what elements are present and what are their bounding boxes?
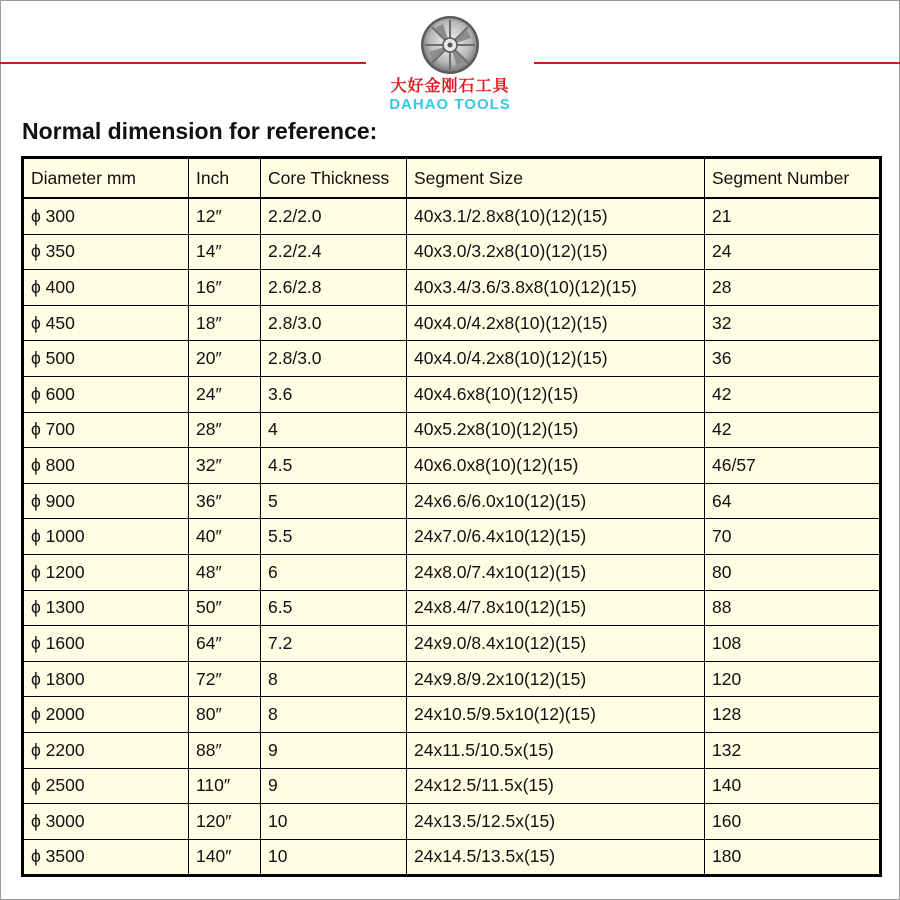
cell-diameter: ϕ 2500 bbox=[23, 768, 189, 804]
cell-segment-size: 24x8.4/7.8x10(12)(15) bbox=[407, 590, 705, 626]
cell-diameter: ϕ 1800 bbox=[23, 661, 189, 697]
table-body bbox=[23, 198, 881, 876]
table-row bbox=[23, 305, 881, 341]
table-row bbox=[23, 412, 881, 448]
cell-inch: 50″ bbox=[189, 590, 261, 626]
cell-core-thickness: 6.5 bbox=[261, 590, 407, 626]
table-row bbox=[23, 626, 881, 662]
page-heading: Normal dimension for reference: bbox=[22, 118, 378, 144]
cell-segment-number: 88 bbox=[705, 590, 881, 626]
table-row bbox=[23, 519, 881, 555]
cell-core-thickness: 4 bbox=[261, 412, 407, 448]
cell-segment-number: 64 bbox=[705, 483, 881, 519]
cell-diameter: ϕ 800 bbox=[23, 448, 189, 484]
cell-core-thickness: 7.2 bbox=[261, 626, 407, 662]
cell-segment-number: 24 bbox=[705, 234, 881, 270]
cell-inch: 72″ bbox=[189, 661, 261, 697]
table-row bbox=[23, 341, 881, 377]
cell-segment-number: 128 bbox=[705, 697, 881, 733]
cell-diameter: ϕ 1300 bbox=[23, 590, 189, 626]
cell-segment-size: 40x3.4/3.6/3.8x8(10)(12)(15) bbox=[407, 270, 705, 306]
cell-diameter: ϕ 900 bbox=[23, 483, 189, 519]
table-header-row bbox=[23, 158, 881, 199]
cell-core-thickness: 2.2/2.4 bbox=[261, 234, 407, 270]
cell-segment-number: 120 bbox=[705, 661, 881, 697]
header-inch: Inch bbox=[189, 158, 261, 199]
cell-core-thickness: 10 bbox=[261, 839, 407, 876]
cell-segment-number: 160 bbox=[705, 804, 881, 840]
cell-core-thickness: 8 bbox=[261, 697, 407, 733]
cell-segment-number: 108 bbox=[705, 626, 881, 662]
cell-diameter: ϕ 400 bbox=[23, 270, 189, 306]
cell-inch: 14″ bbox=[189, 234, 261, 270]
cell-diameter: ϕ 350 bbox=[23, 234, 189, 270]
header-core-thickness: Core Thickness bbox=[261, 158, 407, 199]
cell-segment-size: 24x13.5/12.5x(15) bbox=[407, 804, 705, 840]
cell-segment-number: 32 bbox=[705, 305, 881, 341]
cell-segment-number: 36 bbox=[705, 341, 881, 377]
cell-diameter: ϕ 600 bbox=[23, 376, 189, 412]
cell-segment-size: 24x11.5/10.5x(15) bbox=[407, 732, 705, 768]
cell-inch: 24″ bbox=[189, 376, 261, 412]
cell-segment-number: 42 bbox=[705, 412, 881, 448]
cell-diameter: ϕ 2000 bbox=[23, 697, 189, 733]
cell-diameter: ϕ 1600 bbox=[23, 626, 189, 662]
cell-core-thickness: 2.8/3.0 bbox=[261, 341, 407, 377]
cell-core-thickness: 2.8/3.0 bbox=[261, 305, 407, 341]
cell-segment-number: 21 bbox=[705, 198, 881, 234]
cell-inch: 36″ bbox=[189, 483, 261, 519]
cell-segment-size: 24x14.5/13.5x(15) bbox=[407, 839, 705, 876]
cell-inch: 40″ bbox=[189, 519, 261, 555]
header-segment-number: Segment Number bbox=[705, 158, 881, 199]
brand-name-english: DAHAO TOOLS bbox=[389, 96, 511, 113]
cell-segment-number: 132 bbox=[705, 732, 881, 768]
cell-diameter: ϕ 3500 bbox=[23, 839, 189, 876]
header-segment-size: Segment Size bbox=[407, 158, 705, 199]
table-row bbox=[23, 768, 881, 804]
cell-inch: 80″ bbox=[189, 697, 261, 733]
cell-inch: 12″ bbox=[189, 198, 261, 234]
table-row bbox=[23, 661, 881, 697]
cell-core-thickness: 8 bbox=[261, 661, 407, 697]
dimension-table bbox=[21, 156, 882, 877]
cell-diameter: ϕ 1200 bbox=[23, 554, 189, 590]
table-row bbox=[23, 198, 881, 234]
cell-segment-size: 40x6.0x8(10)(12)(15) bbox=[407, 448, 705, 484]
cell-diameter: ϕ 300 bbox=[23, 198, 189, 234]
cell-inch: 120″ bbox=[189, 804, 261, 840]
cell-segment-size: 40x5.2x8(10)(12)(15) bbox=[407, 412, 705, 448]
cell-segment-size: 24x6.6/6.0x10(12)(15) bbox=[407, 483, 705, 519]
cell-segment-size: 40x3.1/2.8x8(10)(12)(15) bbox=[407, 198, 705, 234]
table-row bbox=[23, 483, 881, 519]
cell-inch: 18″ bbox=[189, 305, 261, 341]
cell-core-thickness: 10 bbox=[261, 804, 407, 840]
cell-segment-number: 46/57 bbox=[705, 448, 881, 484]
cell-inch: 28″ bbox=[189, 412, 261, 448]
cell-core-thickness: 2.6/2.8 bbox=[261, 270, 407, 306]
cell-core-thickness: 3.6 bbox=[261, 376, 407, 412]
header-diameter: Diameter mm bbox=[23, 158, 189, 199]
table-row bbox=[23, 234, 881, 270]
table-row bbox=[23, 697, 881, 733]
cell-diameter: ϕ 2200 bbox=[23, 732, 189, 768]
cell-diameter: ϕ 3000 bbox=[23, 804, 189, 840]
cell-segment-size: 40x4.0/4.2x8(10)(12)(15) bbox=[407, 341, 705, 377]
header-rule-right bbox=[534, 62, 900, 64]
table-row bbox=[23, 732, 881, 768]
cell-segment-size: 24x12.5/11.5x(15) bbox=[407, 768, 705, 804]
cell-segment-number: 42 bbox=[705, 376, 881, 412]
cell-diameter: ϕ 450 bbox=[23, 305, 189, 341]
cell-core-thickness: 5 bbox=[261, 483, 407, 519]
cell-core-thickness: 6 bbox=[261, 554, 407, 590]
cell-core-thickness: 9 bbox=[261, 732, 407, 768]
cell-segment-number: 28 bbox=[705, 270, 881, 306]
cell-diameter: ϕ 1000 bbox=[23, 519, 189, 555]
cell-segment-size: 24x8.0/7.4x10(12)(15) bbox=[407, 554, 705, 590]
cell-inch: 64″ bbox=[189, 626, 261, 662]
table-row bbox=[23, 804, 881, 840]
cell-inch: 32″ bbox=[189, 448, 261, 484]
cell-segment-size: 40x4.6x8(10)(12)(15) bbox=[407, 376, 705, 412]
cell-inch: 16″ bbox=[189, 270, 261, 306]
cell-inch: 140″ bbox=[189, 839, 261, 876]
cell-segment-number: 140 bbox=[705, 768, 881, 804]
table-row bbox=[23, 554, 881, 590]
cell-core-thickness: 5.5 bbox=[261, 519, 407, 555]
cell-inch: 20″ bbox=[189, 341, 261, 377]
cell-inch: 110″ bbox=[189, 768, 261, 804]
cell-segment-number: 180 bbox=[705, 839, 881, 876]
cell-core-thickness: 4.5 bbox=[261, 448, 407, 484]
cell-segment-size: 24x7.0/6.4x10(12)(15) bbox=[407, 519, 705, 555]
cell-inch: 48″ bbox=[189, 554, 261, 590]
table-row bbox=[23, 376, 881, 412]
table-row bbox=[23, 590, 881, 626]
table-row bbox=[23, 270, 881, 306]
table-row bbox=[23, 448, 881, 484]
diamond-saw-blade-icon bbox=[415, 14, 485, 76]
cell-segment-size: 24x9.8/9.2x10(12)(15) bbox=[407, 661, 705, 697]
cell-segment-number: 80 bbox=[705, 554, 881, 590]
header-rule-left bbox=[0, 62, 366, 64]
table-row bbox=[23, 839, 881, 876]
brand-name-chinese: 大好金刚石工具 bbox=[390, 76, 510, 95]
cell-segment-size: 40x3.0/3.2x8(10)(12)(15) bbox=[407, 234, 705, 270]
cell-diameter: ϕ 700 bbox=[23, 412, 189, 448]
cell-segment-size: 24x10.5/9.5x10(12)(15) bbox=[407, 697, 705, 733]
cell-segment-number: 70 bbox=[705, 519, 881, 555]
cell-diameter: ϕ 500 bbox=[23, 341, 189, 377]
cell-inch: 88″ bbox=[189, 732, 261, 768]
cell-core-thickness: 9 bbox=[261, 768, 407, 804]
cell-segment-size: 24x9.0/8.4x10(12)(15) bbox=[407, 626, 705, 662]
cell-core-thickness: 2.2/2.0 bbox=[261, 198, 407, 234]
cell-segment-size: 40x4.0/4.2x8(10)(12)(15) bbox=[407, 305, 705, 341]
